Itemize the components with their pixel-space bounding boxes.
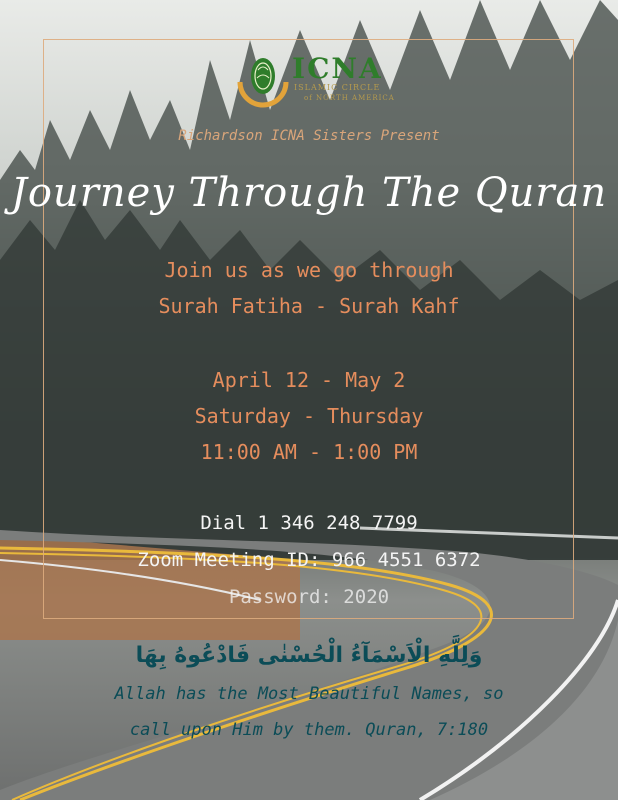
intro-line-1: Join us as we go through [164,258,454,282]
zoom-meeting-id: Zoom Meeting ID: 966 4551 6372 [137,549,481,571]
time-range: 11:00 AM - 1:00 PM [200,440,418,464]
icna-logo [236,52,396,116]
dial-in-number: Dial 1 346 248 7799 [200,512,418,534]
presenter-line: Richardson ICNA Sisters Present [178,128,440,144]
verse-translation-line-1: Allah has the Most Beautiful Names, so [114,684,504,704]
logo-subtitle-line2: of NORTH AMERICA [304,94,395,102]
event-title: Journey Through The Quran [10,170,608,216]
logo-wordmark: ICNA [292,52,383,85]
intro-line-2: Surah Fatiha - Surah Kahf [158,294,460,318]
logo-subtitle-line1: ISLAMIC CIRCLE [294,83,381,92]
date-range: April 12 - May 2 [212,368,406,392]
verse-translation-line-2: call upon Him by them. Quran, 7:180 [129,720,489,740]
arabic-verse: وَلِلَّهِ الْاَسْمَآءُ الْحُسْنٰى فَادْعُوهُ بِهَا [135,643,483,668]
meeting-password: Password: 2020 [228,586,390,608]
icna-emblem-icon [236,52,290,108]
day-range: Saturday - Thursday [194,404,424,428]
